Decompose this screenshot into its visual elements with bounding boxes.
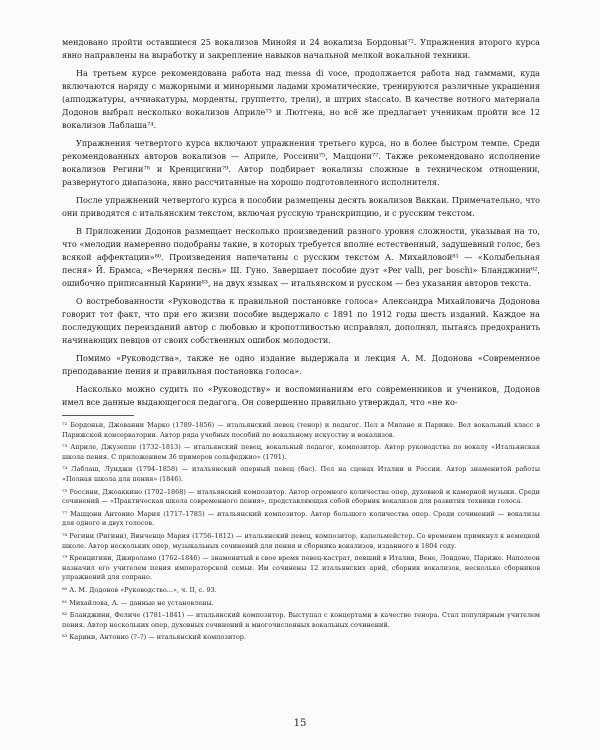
paragraph: Насколько можно судить по «Руководству» и воспоминаниям его современников и учеников, Додонов имел все данные выдающегося педагога. Он совершенно правильно утверждал, что «не ко- (62, 384, 540, 407)
main-text (62, 36, 540, 409)
footnote: ⁷⁹ Кренцигини, Джироламо (1762–1846) — знаменитый в свое время певец-кастрат, певший в Италии, Вене, Лондоне, Париже. Наполеон назначил его учителем пения императорской семьи. Им сочинены 12 итальянских арий, сборник вокализов, несколько сборников упражнений для сопрано. (62, 554, 540, 582)
footnote-separator (62, 415, 134, 416)
footnote: ⁷⁵ Россини, Джоаккино (1792–1868) — итальянский композитор. Автор огромного количества опер, духовной и камерной музыки. Среди сочинений — «Практическая школа современного пения», представляющая собой сборник вокализов для развития техники голоса. (62, 487, 540, 506)
paragraph: О востребованности «Руководства к правильной постановке голоса» Александра Михайловича Додонова говорит тот факт, что при его жизни пособие выдержало с 1891 по 1912 годы шесть изданий. Каждое на последующих переизданий автор с любовью и кропотливостью исправлял, дополнял, пытаясь предохранить начинающих певцов от своих собственных ошибок молодости. (62, 296, 540, 345)
footnote: ⁸³ Карини, Антонио (?–?) — итальянский композитор. (62, 633, 247, 642)
page-number: 15 (293, 718, 307, 729)
paragraph: На третьем курсе рекомендована работа над messa di voce, продолжается работа над гаммами, куда включаются наряду с мажорными и минорными ладами хроматические, тренируются различные украшения (апподжатуры, аччиакатуры, морденты, группетто, трели), и штрих staccato. В качестве нотного материала Додонов выбрал несколько вокализов Априле⁷³ и Лютгена, но всё же предлагает ученикам пройти все 12 вокализов Лаблаша⁷⁴. (62, 68, 540, 130)
footnote: ⁷² Бордоньи, Джованни Марко (1789–1856) — итальянский певец (тенор) и педагог. Пел в Милане и Париже. Вел вокальный класс в Парижской консерватории. Автор ряда учебных пособий по вокальному искусству и вокализов. (62, 421, 540, 439)
footnote: ⁷⁸ Регини (Ригини), Винченцо Мария (1756–1812) — итальянский певец, композитор, капельмейстер. Со временем примкнул к немецкой школе. Автор нескольких опер, музыкальных сочинений для пения и сборника вокализов, изданного в 1804 году. (62, 531, 540, 550)
paragraph: мендовано пройти оставшиеся 25 вокализов Минойя и 24 вокализа Бордоньи⁷². Упражнения второго курса явно направлены на выработку и закрепление навыков начальной мелкой вокальной техники. (62, 37, 540, 60)
footnote: ⁸² Бланджини, Феличе (1781–1841) — итальянский композитор. Выступал с концертами в качестве тенора. Стал популярным учителем пения. Автор нескольких опер, духовных сочинений и многочисленных вокальных сочинений. (62, 611, 540, 629)
footnotes (62, 421, 540, 643)
footnote: ⁷⁴ Лаблаш, Луиджи (1794–1858) — итальянский оперный певец (бас). Пел на сценах Италии и России. Автор знаменитой работы «Полная школа для пения» (1846). (62, 465, 540, 483)
footnote: ⁷⁷ Маццони Антонио Мария (1717–1785) — итальянский композитор. Автор большого количества опер. Среди сочинений — вокализы для одного и двух голосов. (62, 509, 540, 528)
footnote: ⁸¹ Михайлова, А. — данные не установлены. (62, 598, 214, 607)
paragraph: В Приложении Додонов размещает несколько произведений разного уровня сложности, указывая на то, что «мелодии намеренно подобраны такие, в которых требуется вполне естественный, задушевный голос, без всякой аффектации»⁸⁰. Произведения напечатаны с русским текстом А. Михайловой⁸¹ — «Колыбельная песня» Й. Брамса, «Вечерняя песнь» Ш. Гуно. Завершает пособие дуэт «Per valli, per boschi» Бланджини⁸², ошибочно приписанный Карини⁸³, на двух языках — итальянском и русском — без указания авторов текста. (62, 226, 540, 288)
footnote: ⁸⁰ А. М. Додонов «Руководство...», ч. II, с. 93. (62, 585, 217, 594)
paragraph: Помимо «Руководства», также не одно издание выдержала и лекция А. М. Додонова «Современное преподавание пения и правильная постановка голоса». (62, 353, 540, 376)
paragraph: После упражнений четвертого курса в пособии размещены десять вокализов Ваккаи. Примечательно, что они приводятся с итальянским текстом, включая русскую транскрипцию, и с русским текстом. (62, 195, 540, 218)
footnote: ⁷³ Априле, Джузеппе (1732–1813) — итальянский певец, вокальный педагог, композитор. Автор руководства по вокалу «Итальянская школа пения. С приложением 36 примеров сольфеджио» (1791). (62, 443, 540, 461)
paragraph: Упражнения четвертого курса включают упражнения третьего курса, но в более быстром темпе. Среди рекомендованных авторов вокализов — Априле, Россини⁷⁵, Маццони⁷⁷. Также рекомендовано исполнение вокализов Регини⁷⁸ и Кренцигини⁷⁹. Автор подбирает вокализы сложные в техническом отношении, развернутого диапазона, явно рассчитанные на хорошо подготовленного исполнителя. (62, 138, 540, 187)
